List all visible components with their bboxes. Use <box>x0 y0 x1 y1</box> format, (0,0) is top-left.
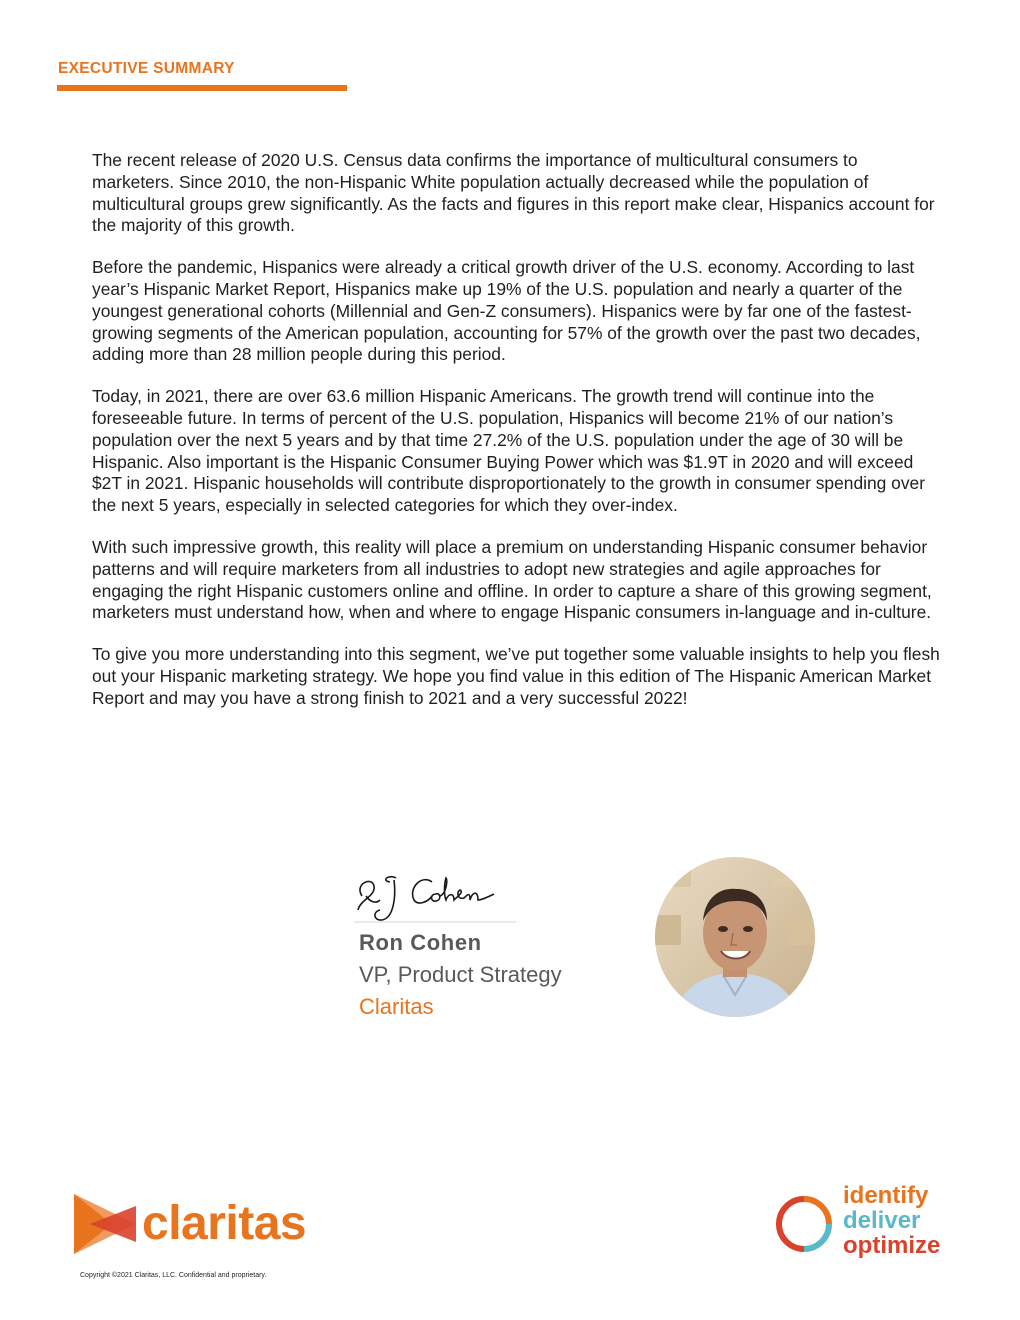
signer-name: Ron Cohen <box>359 930 482 955</box>
paragraph-5: To give you more understanding into this segment, we’ve put together some valuable insights to help you flesh out your Hispanic marketing strategy. We hope you find value in this edition of The Hispanic American Market Report and may you have a strong finish to 2021 and a very successful 2022! <box>92 644 940 708</box>
section-label: EXECUTIVE SUMMARY <box>58 60 235 77</box>
paragraph-4: With such impressive growth, this reality will place a premium on understanding Hispanic consumer behavior patterns and will require marketers from all industries to adopt new strategies and agile approaches for engaging the right Hispanic customers online and offline. In order to capture a share of this growing segment, marketers must understand how, when and where to engage Hispanic consumers in-language and in-culture. <box>92 536 932 623</box>
paragraph-2: Before the pandemic, Hispanics were already a critical growth driver of the U.S. economy. According to last year’s Hispanic Market Report, Hispanics make up 19% of the U.S. population and nearly a quarter of the youngest generational cohorts (Millennial and Gen-Z consumers). Hispanics were by far one of the fastest-growing segments of the American population, accounting for 57% of the growth over the past two decades, adding more than 28 million people during this period. <box>92 257 921 365</box>
tagline-deliver: deliver <box>843 1207 921 1234</box>
handwritten-signature <box>350 866 518 928</box>
signer-title: VP, Product Strategy <box>359 962 562 987</box>
claritas-logo-icon <box>72 1192 138 1256</box>
tagline <box>843 1183 940 1258</box>
tagline-identify: identify <box>843 1182 929 1209</box>
section-divider <box>57 85 347 91</box>
copyright-notice: Copyright ©2021 Claritas, LLC. Confidential and proprietary. <box>80 1272 267 1279</box>
summary-body <box>92 150 942 730</box>
paragraph-3: Today, in 2021, there are over 63.6 million Hispanic Americans. The growth trend will continue into the foreseeable future. In terms of percent of the U.S. population, Hispanics will become 21% of our nation’s population over the next 5 years and by that time 27.2% of the U.S. population under the age of 30 will be Hispanic. Also important is the Hispanic Consumer Buying Power which was $1.9T in 2020 and will exceed $2T in 2021. Hispanic households will contribute disproportionately to the growth in consumer spending over the next 5 years, especially in selected categories for which they over-index. <box>92 386 925 516</box>
paragraph-1: The recent release of 2020 U.S. Census data confirms the importance of multicultural consumers to marketers. Since 2010, the non-Hispanic White population actually decreased while the population of multicultural groups grew significantly. As the facts and figures in this report make clear, Hispanics account for the majority of this growth. <box>92 150 935 236</box>
claritas-wordmark: claritas <box>142 1197 307 1250</box>
author-portrait <box>653 855 818 1020</box>
tagline-ring-icon <box>775 1195 833 1253</box>
tagline-optimize: optimize <box>843 1232 941 1259</box>
signer-company: Claritas <box>359 994 434 1019</box>
